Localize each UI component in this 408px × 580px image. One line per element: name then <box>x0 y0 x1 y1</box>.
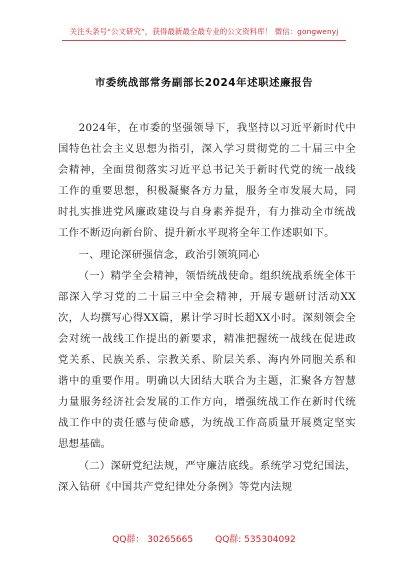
section-heading-1: 一、理论深研强信念，政治引领筑同心 <box>78 248 260 261</box>
paragraph-intro: 2024年，在市委的坚强领导下，我坚持以习近平新时代中国特色社会主义思想为指引，深入学习贯彻党的二十届三中全会精神，全面贯彻落实习近平总书记关于新时代党的统一战线工作的重要思想，积极凝聚各方力量，服务全市发展大局，同时扎实推进党风廉政建设与自身素养提升，有力推动全市统战工作不断迈向新台阶、提升新水平现将全年工作述职如下。 <box>58 122 356 240</box>
header-banner: 关注头条号“公文研究”，获得最新最全最专业的公文资料库！ 微信：gongwenyj <box>69 27 339 36</box>
paragraph-section-1-1: （一）精学全会精神，领悟统战使命。组织统战系统全体干部深入学习党的二十届三中全会精神，开展专题研讨活动XX次，人均撰写心得XX篇，累计学习时长超XX小时。深刻领会全会对统一战线工作提出的新要求，精准把握统一战线在促进政党关系、民族关系、宗教关系、阶层关系、海内外同胞关系和谐中的重要作用。明确以大团结大联合为主题，汇聚各方智慧力量服务经济社会发展的工作方向，增强统战工作在新时代统战工作中的责任感与使命感，为统战工作高质量开展奠定坚实思想基础。 <box>58 269 356 451</box>
document-title: 市委统战部常务副部长2024年述职述廉报告 <box>94 77 314 89</box>
footer-contact <box>0 532 408 545</box>
footer-qq-group-1: QQ群： 30265665 <box>112 535 194 545</box>
document-body <box>58 118 356 498</box>
header-divider <box>62 40 346 41</box>
footer-qq-group-2: QQ群: 535304092 <box>215 535 296 545</box>
paragraph-section-1-2: （二）深研党纪法规，严守廉洁底线。系统学习党纪国法，深入钻研《中国共产党纪律处分条例》等党内法规 <box>58 459 356 493</box>
